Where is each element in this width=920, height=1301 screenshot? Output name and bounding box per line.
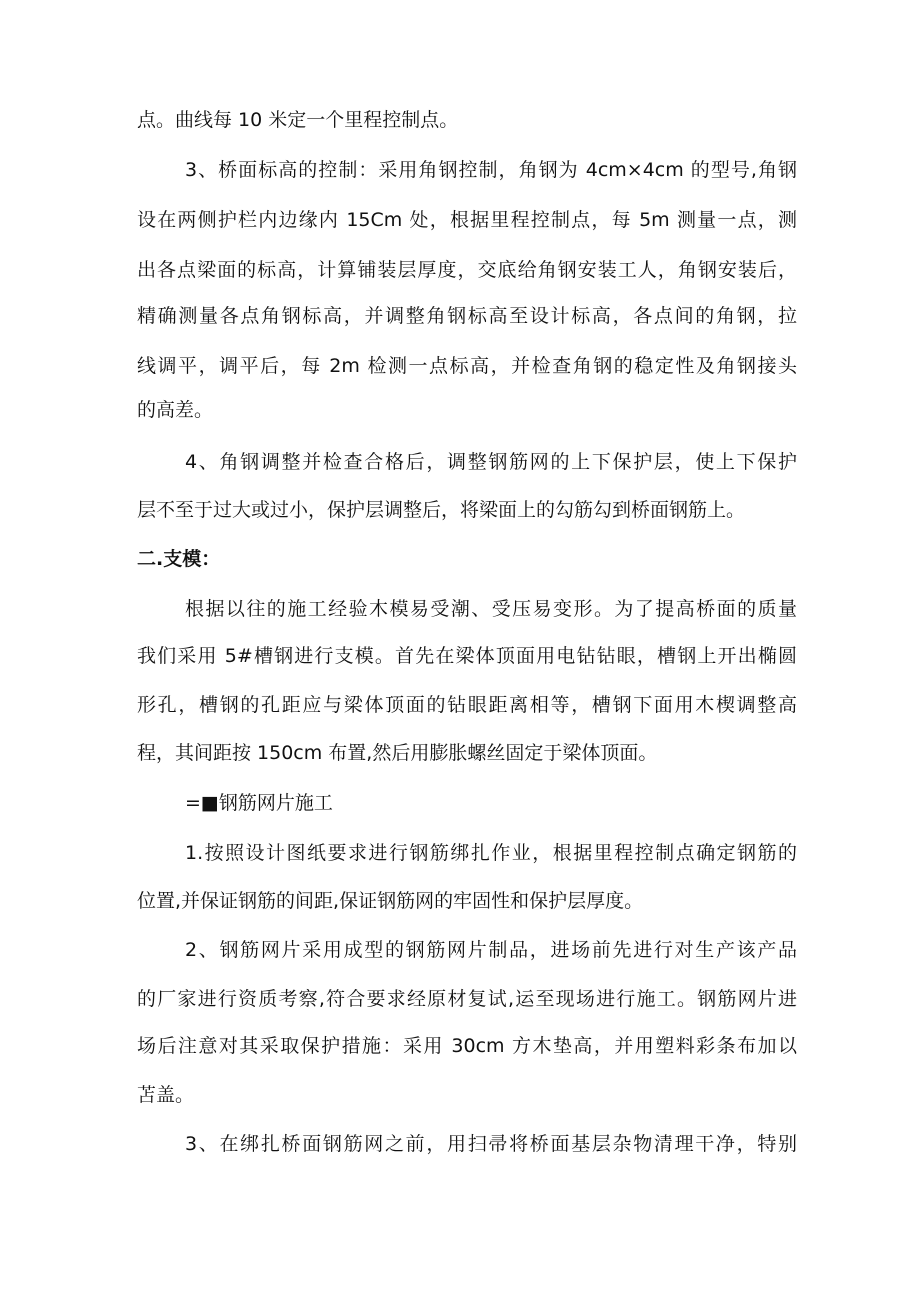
paragraph-line: 我们采用 5#槽钢进行支模。首先在梁体顶面用电钻钻眼，槽钢上开出椭圆 — [137, 645, 797, 667]
paragraph-line: 2、钢筋网片采用成型的钢筋网片制品，进场前先进行对生产该产品 — [185, 939, 797, 961]
paragraph-line: 根据以往的施工经验木模易受潮、受压易变形。为了提高桥面的质量 — [185, 598, 797, 620]
paragraph-line: 的厂家进行资质考察,符合要求经原材复试,运至现场进行施工。钢筋网片进 — [137, 988, 797, 1010]
paragraph-line: 1.按照设计图纸要求进行钢筋绑扎作业，根据里程控制点确定钢筋的 — [185, 842, 797, 864]
paragraph-line: 程，其间距按 150cm 布置,然后用膨胀螺丝固定于梁体顶面。 — [137, 742, 658, 764]
paragraph-line: 出各点梁面的标高，计算铺装层厚度，交底给角钢安装工人，角钢安装后， — [137, 259, 797, 281]
section-heading: 二.支模： — [137, 548, 221, 570]
paragraph-line: 的高差。 — [137, 399, 214, 421]
paragraph-line: 设在两侧护栏内边缘内 15Cm 处，根据里程控制点，每 5m 测量一点，测 — [137, 209, 797, 231]
paragraph-line: 3、在绑扎桥面钢筋网之前，用扫帚将桥面基层杂物清理干净，特别 — [185, 1133, 797, 1155]
paragraph-line: 位置,并保证钢筋的间距,保证钢筋网的牢固性和保护层厚度。 — [137, 890, 644, 912]
paragraph-line: 3、桥面标高的控制：采用角钢控制，角钢为 4cm×4cm 的型号,角钢 — [185, 159, 797, 181]
paragraph-line: 4、角钢调整并检查合格后，调整钢筋网的上下保护层，使上下保护 — [185, 451, 797, 473]
paragraph-line: 点。曲线每 10 米定一个里程控制点。 — [137, 109, 459, 131]
paragraph-line: 苫盖。 — [137, 1084, 195, 1106]
section-heading: =■钢筋网片施工 — [185, 792, 333, 814]
paragraph-line: 形孔，槽钢的孔距应与梁体顶面的钻眼距离相等，槽钢下面用木楔调整高 — [137, 694, 797, 716]
paragraph-line: 层不至于过大或过小，保护层调整后，将梁面上的勾筋勾到桥面钢筋上。 — [137, 499, 746, 521]
paragraph-line: 场后注意对其采取保护措施：采用 30cm 方木垫高，并用塑料彩条布加以 — [137, 1035, 797, 1057]
paragraph-line: 精确测量各点角钢标高，并调整角钢标高至设计标高，各点间的角钢，拉 — [137, 305, 797, 327]
paragraph-line: 线调平，调平后，每 2m 检测一点标高，并检查角钢的稳定性及角钢接头 — [137, 355, 797, 377]
